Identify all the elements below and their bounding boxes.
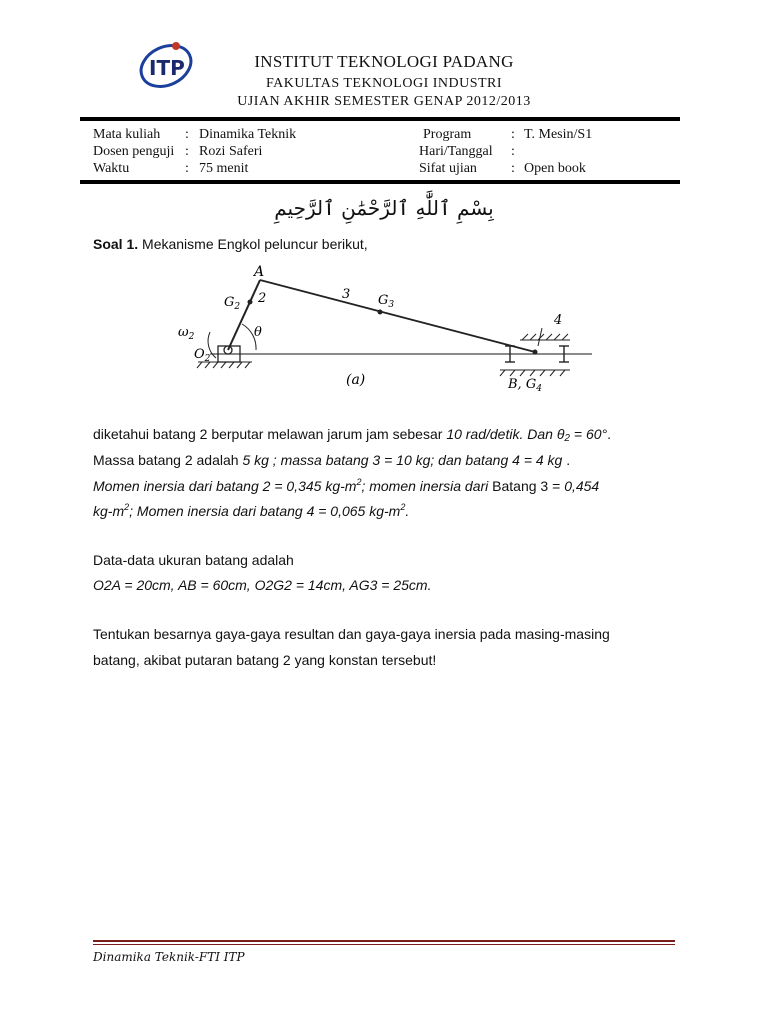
dimensions-title: Data-data ukuran batang adalah — [93, 552, 294, 568]
info-separator: : — [185, 127, 189, 142]
header-divider — [80, 117, 680, 121]
b-point — [533, 350, 538, 355]
question-given-data — [93, 426, 683, 526]
document-header — [0, 0, 768, 118]
info-value: Open book — [524, 161, 586, 176]
label-g3: $G_3$ — [378, 293, 395, 310]
info-row-course — [93, 126, 693, 143]
info-label: Program — [423, 127, 472, 142]
dimensions-values: O2A = 20cm, AB = 60cm, O2G2 = 14cm, AG3 = 25cm. — [93, 577, 432, 593]
label-b-g4: B, $G_4$ — [508, 377, 542, 394]
footer-divider — [93, 940, 675, 942]
label-theta: θ — [254, 325, 262, 340]
question-dimensions — [93, 552, 683, 602]
g2-point — [248, 300, 253, 305]
info-value: T. Mesin/S1 — [524, 127, 593, 142]
g3-point — [378, 310, 383, 315]
info-row-examiner — [93, 143, 693, 160]
label-a: A — [254, 264, 265, 280]
label-link-3: 3 — [342, 287, 351, 302]
info-row-time — [93, 160, 693, 177]
footer-divider-thin — [93, 944, 675, 945]
info-separator: : — [185, 161, 189, 176]
logo-text: ITP — [149, 56, 185, 80]
label-link-4: 4 — [554, 313, 563, 328]
given-line-1: diketahui batang 2 berputar melawan jarum jam sebesar 10 rad/detik. Dan θ2 = 60°. — [93, 426, 612, 444]
info-separator: : — [511, 144, 515, 159]
question-intro-text: Mekanisme Engkol peluncur berikut, — [138, 236, 368, 252]
slider-crank-diagram — [170, 262, 600, 402]
basmala: بِسْمِ ٱللَّٰهِ ٱلرَّحْمَٰنِ ٱلرَّحِيمِ — [274, 196, 494, 220]
faculty-name: FAKULTAS TEKNOLOGI INDUSTRI — [265, 76, 503, 91]
label-omega: $\omega_2$ — [178, 325, 195, 342]
given-line-2: Massa batang 2 adalah 5 kg ; massa batang 3 = 10 kg; dan batang 4 = 4 kg . — [93, 452, 571, 468]
info-separator: : — [185, 144, 189, 159]
info-value: Dinamika Teknik — [199, 127, 297, 142]
exam-info — [93, 126, 693, 177]
footer-text: Dinamika Teknik-FTI ITP — [93, 950, 245, 964]
label-o2: $O_2$ — [194, 347, 211, 364]
task-line-1: Tentukan besarnya gaya-gaya resultan dan gaya-gaya inersia pada masing-masing — [93, 626, 610, 642]
info-label: Waktu — [93, 161, 130, 176]
institute-name: INSTITUT TEKNOLOGI PADANG — [254, 52, 514, 71]
coupler-link-3 — [260, 280, 535, 352]
label-g2: $G_2$ — [224, 295, 241, 312]
info-label: Hari/Tanggal — [419, 144, 493, 159]
label-link-2: 2 — [258, 291, 267, 306]
info-label: Mata kuliah — [93, 127, 161, 142]
info-value: Rozi Saferi — [199, 144, 263, 159]
info-label: Sifat ujian — [419, 161, 477, 176]
info-value: 75 menit — [199, 161, 249, 176]
given-line-4: $kg-m^2$; Momen inersia dari batang 4 = 0,065 $kg-m^2$. — [93, 502, 410, 519]
exam-title: UJIAN AKHIR SEMESTER GENAP 2012/2013 — [237, 94, 531, 109]
info-separator: : — [511, 127, 515, 142]
question-number: Soal 1. — [93, 236, 139, 252]
info-label: Dosen penguji — [93, 144, 175, 159]
task-line-2: batang, akibat putaran batang 2 yang konstan tersebut! — [93, 652, 437, 668]
given-line-3: Momen inersia dari batang 2 = 0,345 $kg-m^2$; momen inersia dari Batang 3 = 0,454 — [93, 477, 600, 494]
label-figure-a: (a) — [346, 372, 366, 388]
info-separator: : — [511, 161, 515, 176]
question-task — [93, 626, 683, 676]
info-divider — [80, 180, 680, 184]
